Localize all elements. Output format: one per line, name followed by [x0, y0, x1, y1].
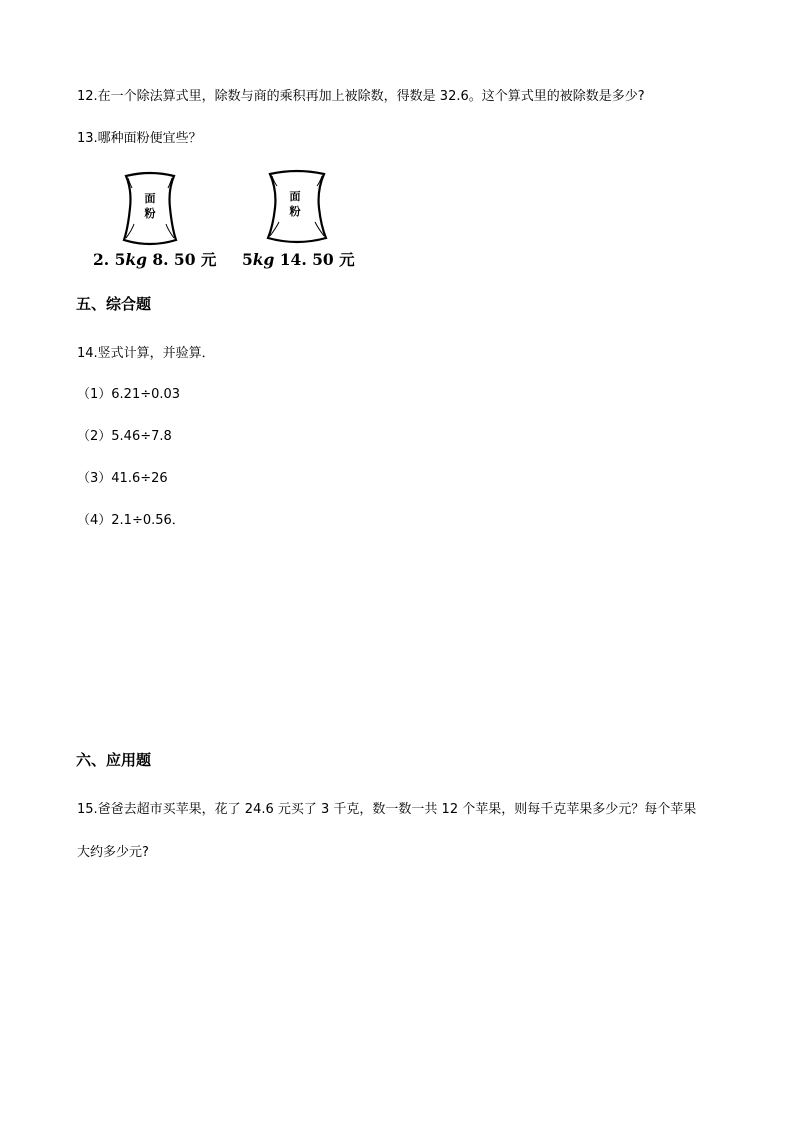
bag2-price: 14. 50 元	[274, 250, 355, 269]
section-heading-5: 五、综合题	[76, 295, 152, 313]
question-15-line-1: 15.爸爸去超市买苹果，花了 24.6 元买了 3 千克，数一数一共 12 个苹果，则每千克苹果多少元？每个苹果	[77, 802, 697, 817]
bag-label-bottom: 粉	[144, 207, 156, 220]
bag-label-bottom: 粉	[289, 205, 301, 218]
question-14-item-4: （4）2.1÷0.56．	[77, 513, 185, 528]
bag2-unit: kg	[252, 250, 275, 269]
flour-bag-small-caption	[93, 250, 216, 270]
flour-bag-small-image	[118, 170, 182, 246]
question-14-item-1: （1）6.21÷0.03	[77, 387, 181, 402]
question-13: 13.哪种面粉便宜些？	[77, 131, 202, 146]
bag1-unit: kg	[125, 250, 147, 269]
flour-bag-large-image	[262, 168, 332, 244]
question-14-item-3: （3）41.6÷26	[77, 471, 168, 486]
bag1-price: 8. 50 元	[146, 250, 217, 269]
question-12: 12.在一个除法算式里，除数与商的乘积再加上被除数，得数是 32.6。这个算式里的被除数是多少?	[77, 89, 645, 104]
flour-bag-large-caption	[242, 250, 355, 270]
bag-label-top: 面	[289, 190, 301, 203]
bag-label-top: 面	[144, 192, 156, 205]
section-heading-6: 六、应用题	[76, 751, 152, 769]
question-14-item-2: （2）5.46÷7.8	[77, 429, 172, 444]
bag2-weight: 5	[242, 250, 253, 269]
bag1-weight: 2. 5	[93, 250, 126, 269]
question-15-line-2: 大约多少元?	[77, 845, 149, 860]
question-14: 14.竖式计算，并验算．	[77, 346, 215, 361]
